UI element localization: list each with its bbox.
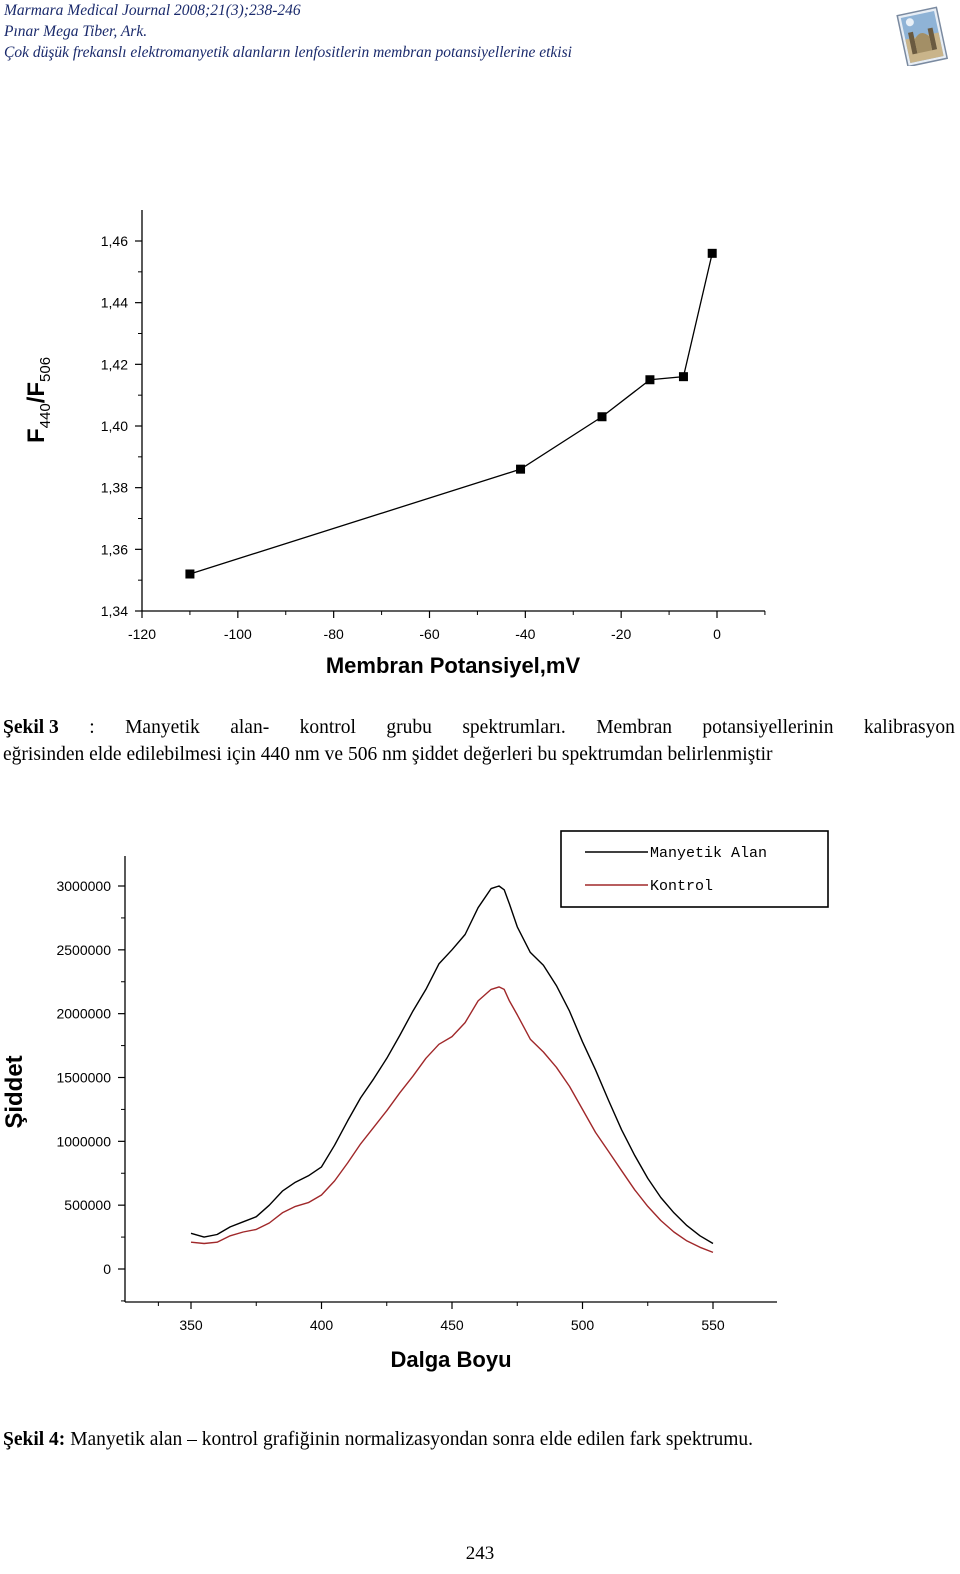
article-title: Çok düşük frekanslı elektromanyetik alanların lenfositlerin membran potansiyellerine etkisi [4,44,572,61]
figure3-caption [3,714,955,768]
y-tick-label: 1,34 [100,603,128,619]
series-line [190,253,712,574]
y-tick-label: 1500000 [56,1069,111,1086]
y-tick-label: 500000 [64,1197,111,1214]
y-tick-label: 3000000 [56,878,111,894]
legend-box [561,831,828,907]
figure3-caption-line1: Şekil 3 : Manyetik alan- kontrol grubu spektrumları. Membran potansiyellerinin kalibrasyon [3,714,955,741]
data-point [516,465,525,474]
y-tick-label: 1000000 [56,1133,111,1150]
figure4-label: Şekil 4: [3,1429,66,1450]
x-tick-label: 450 [440,1317,464,1333]
y-tick-label: 2000000 [56,1005,111,1022]
x-tick-label: -40 [515,626,536,642]
authors-line: Pınar Mega Tiber, Ark. [4,23,148,40]
legend [561,831,828,907]
y-tick-label: 1,42 [100,356,128,373]
y-tick-label: 1,38 [100,479,128,496]
y-axis-label: Şiddet [1,1055,28,1129]
x-tick-label: 500 [570,1317,595,1333]
x-tick-label: 350 [179,1317,203,1333]
x-axis-label: Dalga Boyu [390,1347,512,1372]
running-header [4,0,572,63]
x-tick-label: -60 [419,626,440,642]
x-tick-label: 0 [713,626,721,642]
y-tick-label: 0 [103,1261,111,1277]
x-tick-label: 550 [701,1317,725,1333]
x-tick-label: -120 [127,626,157,642]
y-tick-label: 1,44 [100,294,128,311]
legend-label: Kontrol [650,878,714,895]
y-tick-label: 1,46 [100,233,128,249]
data-point [679,372,688,381]
x-axis-label: Membran Potansiyel,mV [325,653,581,678]
data-point [708,249,717,258]
x-tick-label: -80 [323,626,344,642]
journal-citation: Marmara Medical Journal 2008;21(3);238-246 [4,2,301,19]
journal-logo [893,6,951,66]
figure3-label: Şekil 3 [3,717,59,738]
data-point [645,375,654,384]
x-tick-label: -20 [611,626,632,642]
y-tick-label: 1,40 [100,418,128,434]
x-tick-label: -100 [223,626,252,642]
spectrum-chart [0,820,960,1380]
data-point [598,412,607,421]
y-axis-label: $F_{440}/F_{506}$ [23,356,54,443]
x-tick-label: 400 [309,1317,334,1333]
figure3-caption-line2: eğrisinden elde edilebilmesi için 440 nm ve 506 nm şiddet değerleri bu spektrumdan belirlenmiştir [3,744,773,765]
figure4-caption-text: Manyetik alan – kontrol grafiğinin normalizasyondan sonra elde edilen fark spektrumu. [65,1429,754,1450]
figure4-caption [3,1426,753,1453]
legend-label: Manyetik Alan [650,845,768,862]
calibration-chart [0,195,960,690]
y-tick-label: 1,36 [100,541,128,558]
y-tick-label: 2500000 [56,941,111,958]
data-point [185,570,194,579]
page-number: 243 [465,1543,495,1564]
series-line-kontrol [191,987,713,1253]
